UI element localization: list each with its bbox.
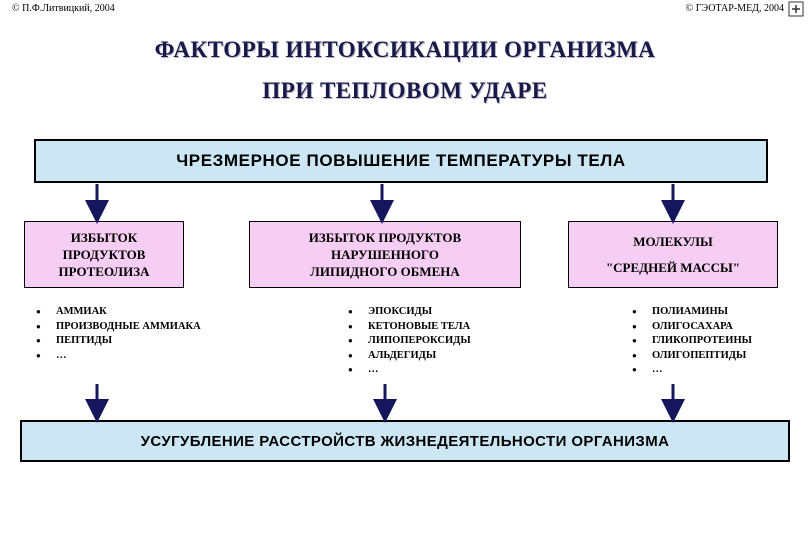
page-title-line1: ФАКТОРЫ ИНТОКСИКАЦИИ ОРГАНИЗМА [154, 37, 656, 62]
list-item: ● ОЛИГОПЕПТИДЫ [632, 349, 752, 364]
list-item: ● … [632, 363, 752, 378]
outcome-box: УСУГУБЛЕНИЕ РАССТРОЙСТВ ЖИЗНЕДЕЯТЕЛЬНОСТИ ОРГАНИЗМА [20, 420, 790, 462]
cause-box: ЧРЕЗМЕРНОЕ ПОВЫШЕНИЕ ТЕМПЕРАТУРЫ ТЕЛА [34, 139, 768, 183]
list-item: ● ЛИПОПЕРОКСИДЫ [348, 334, 471, 349]
list-item: ● … [36, 349, 201, 364]
factor-title-line: МОЛЕКУЛЫ [633, 233, 713, 249]
factor-title-line: ПРОДУКТОВ [62, 247, 146, 262]
page-title-line2: ПРИ ТЕПЛОВОМ УДАРЕ [262, 78, 548, 103]
list-item: ● КЕТОНОВЫЕ ТЕЛА [348, 320, 471, 335]
list-item: ● ГЛИКОПРОТЕИНЫ [632, 334, 752, 349]
factor-title-line: ИЗБЫТОК [70, 230, 138, 245]
list-item: ● АММИАК [36, 305, 201, 320]
list-item: ● АЛЬДЕГИДЫ [348, 349, 471, 364]
factor-title-line: ЛИПИДНОГО ОБМЕНА [310, 264, 460, 279]
copyright-left: © П.Ф.Литвицкий, 2004 [12, 3, 115, 14]
factor-title-line: "СРЕДНЕЙ МАССЫ" [605, 259, 741, 275]
list-item: ● ПРОИЗВОДНЫЕ АММИАКА [36, 320, 201, 335]
list-item: ● ПОЛИАМИНЫ [632, 305, 752, 320]
factor-title-line: ПРОТЕОЛИЗА [58, 264, 150, 279]
factor-title-line: НАРУШЕННОГО [330, 247, 439, 262]
list-item: ● ОЛИГОСАХАРА [632, 320, 752, 335]
copyright-right: © ГЭОТАР-МЕД, 2004 [685, 3, 784, 14]
factor-title-line: ИЗБЫТОК ПРОДУКТОВ [308, 230, 462, 245]
list-item: ● … [348, 363, 471, 378]
list-item: ● ЭПОКСИДЫ [348, 305, 471, 320]
list-item: ● ПЕПТИДЫ [36, 334, 201, 349]
